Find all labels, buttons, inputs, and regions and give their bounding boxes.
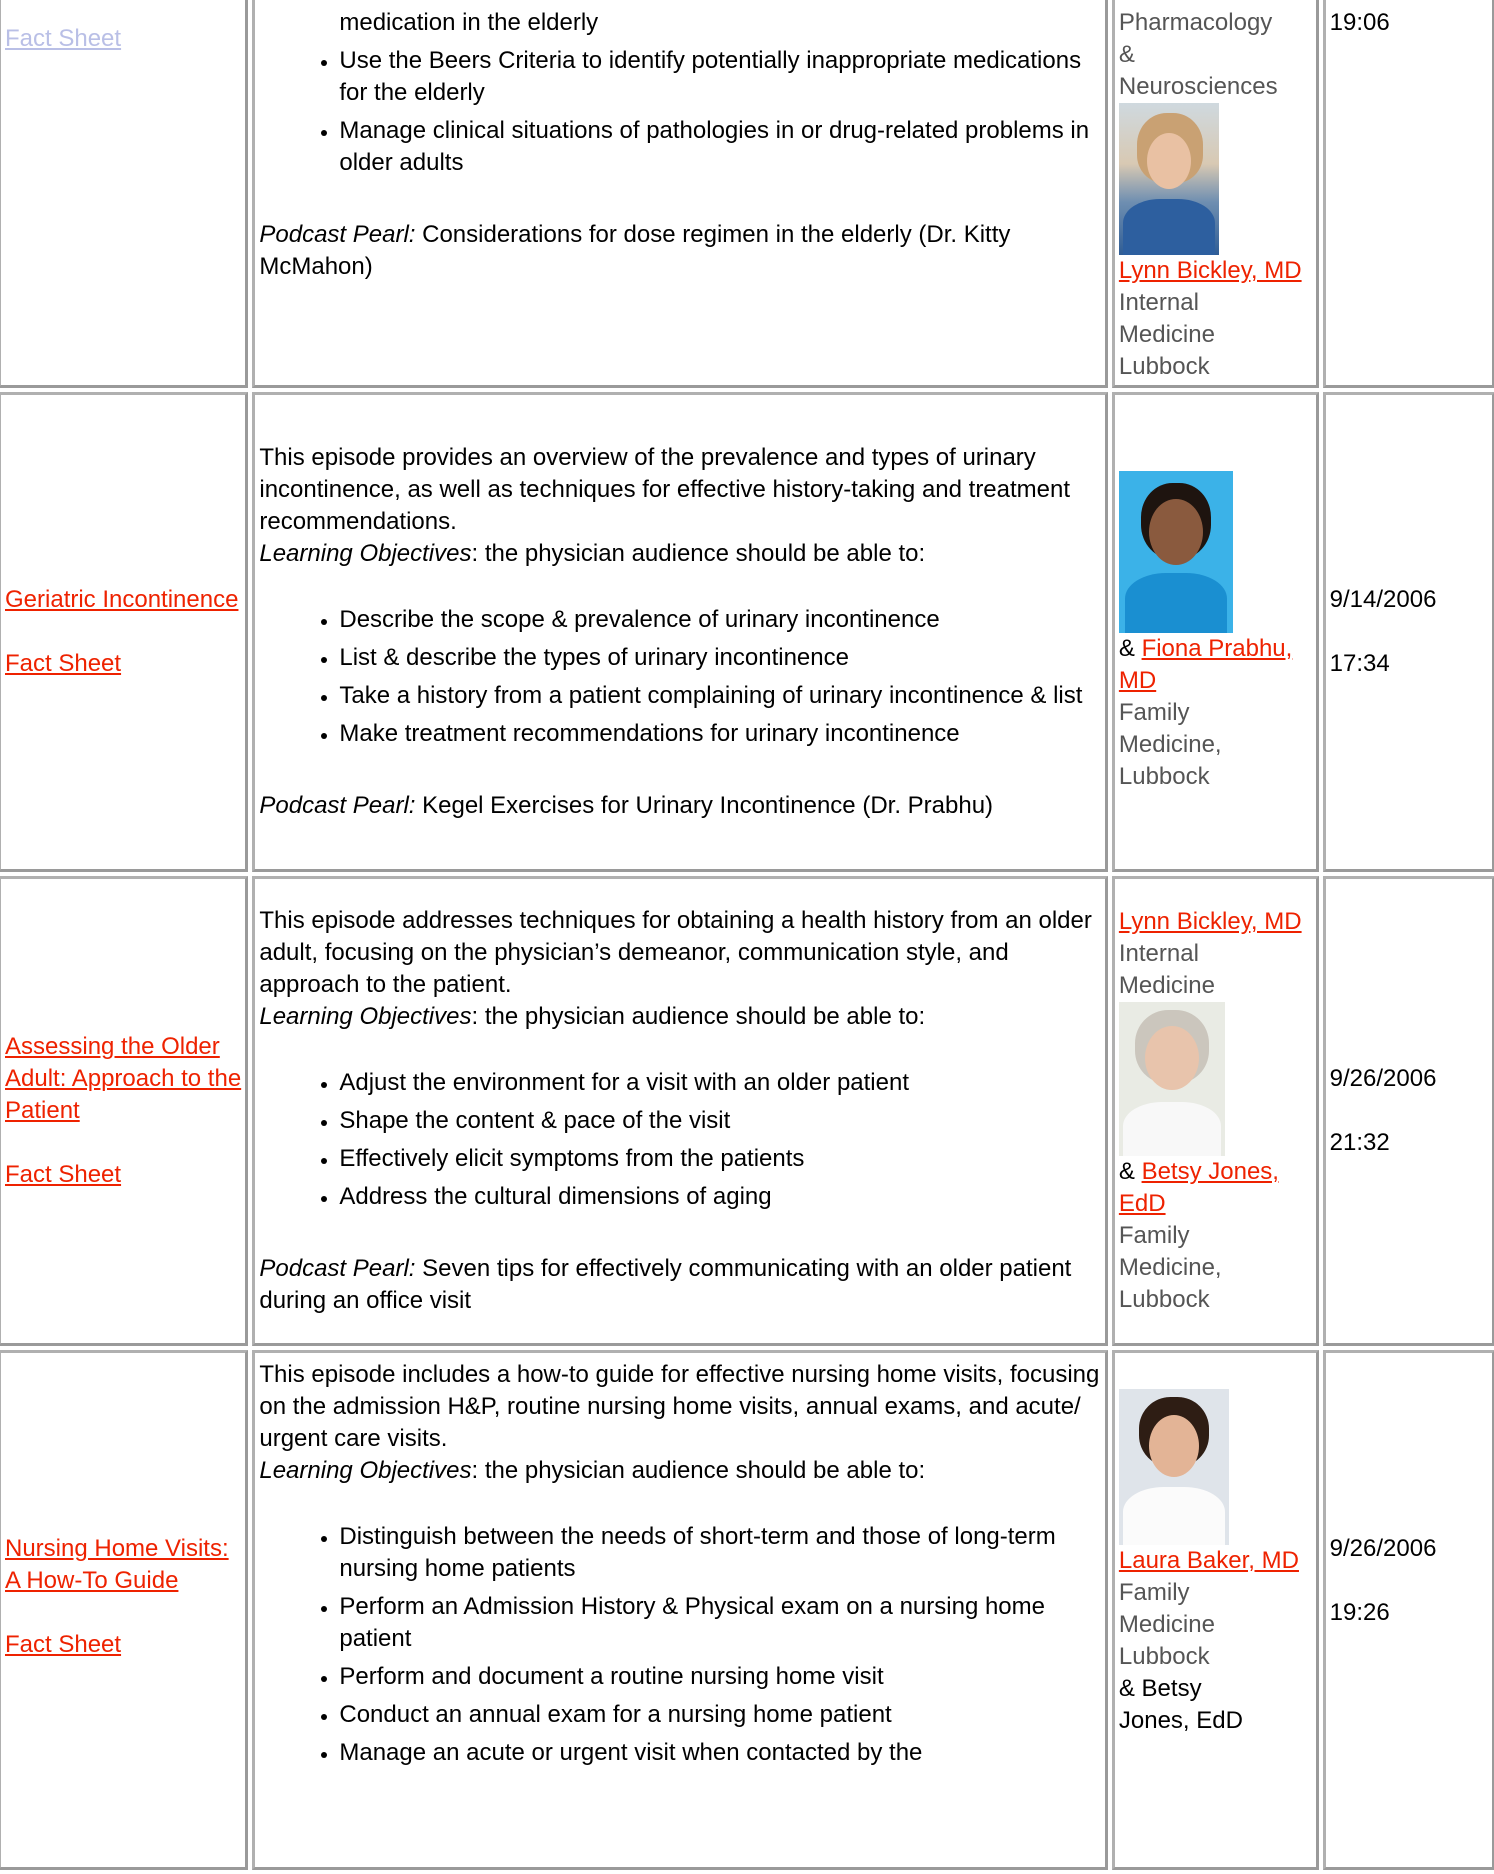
- host-photo: [1119, 103, 1219, 255]
- host-department: Pharmacology: [1118, 9, 1273, 36]
- episode-title-link[interactable]: Nursing Home Visits: A How-To Guide: [5, 1535, 229, 1594]
- episode-intro: This episode includes a how-to guide for effective nursing home visits, focusing on the admission H&P, routine nursing home visits, annual exams, and acute/ urgent care visits.: [259, 1361, 1100, 1452]
- objective-item: • Shape the content & pace of the visit: [339, 1105, 1101, 1137]
- host-secondary: & Betsy: [1118, 1675, 1202, 1702]
- host-photo: [1119, 1389, 1229, 1545]
- podcast-pearl: [259, 219, 1101, 283]
- host-link[interactable]: Fiona Prabhu, MD: [1118, 635, 1293, 694]
- fact-sheet-link[interactable]: Fact Sheet: [5, 25, 122, 52]
- episode-duration: 19:06: [1329, 9, 1390, 36]
- host-department: Lubbock: [1118, 763, 1210, 790]
- host-department: Lubbock: [1118, 1643, 1210, 1670]
- host-ampersand: &: [1118, 1158, 1142, 1185]
- host-department: Medicine: [1118, 1611, 1215, 1638]
- objective-item: medication in the elderly: [339, 9, 599, 36]
- episode-date: 9/26/2006: [1329, 1535, 1437, 1562]
- host-link[interactable]: Lynn Bickley, MD: [1118, 257, 1302, 284]
- date-cell: [1323, 392, 1494, 872]
- host-ampersand: &: [1118, 635, 1142, 662]
- table-row: [0, 1350, 1494, 1870]
- host-department: Internal: [1118, 289, 1199, 316]
- episode-intro: This episode provides an overview of the prevalence and types of urinary incontinence, as well as techniques for effective history-taking and treatment recommendations.: [259, 444, 1071, 535]
- host-department: Neurosciences: [1118, 73, 1278, 100]
- host-photo: [1119, 471, 1233, 633]
- table-row: [0, 876, 1494, 1346]
- learning-objectives-heading: Learning Objectives: the physician audience should be able to:: [259, 1457, 926, 1484]
- learning-objectives-heading: Learning Objectives: the physician audience should be able to:: [259, 540, 926, 567]
- objective-item: • Adjust the environment for a visit with an older patient: [339, 1067, 1101, 1099]
- host-ampersand: &: [1118, 41, 1135, 68]
- episode-date: 9/26/2006: [1329, 1065, 1437, 1092]
- learning-objectives-heading: Learning Objectives: the physician audience should be able to:: [259, 1003, 926, 1030]
- table-row: [0, 392, 1494, 872]
- episode-description-cell: [252, 392, 1108, 872]
- host-department: Internal: [1118, 940, 1199, 967]
- objectives-list: [259, 1067, 1101, 1213]
- objective-item: • Perform an Admission History & Physical exam on a nursing home patient: [339, 1591, 1101, 1655]
- host-photo: [1119, 1002, 1225, 1156]
- episode-duration: 21:32: [1329, 1129, 1390, 1156]
- podcast-pearl-text: Considerations for dose regimen in the elderly (Dr. Kitty McMahon): [259, 221, 1011, 280]
- host-department: Lubbock: [1118, 353, 1210, 380]
- host-department: Medicine,: [1118, 731, 1222, 758]
- episode-title-link[interactable]: Assessing the Older Adult: Approach to the Patient: [5, 1033, 242, 1124]
- objective-item: • Manage clinical situations of pathologies in or drug-related problems in older adults: [339, 115, 1101, 179]
- host-department: Family: [1118, 1579, 1190, 1606]
- date-cell: [1323, 0, 1494, 388]
- episode-description-cell: [252, 876, 1108, 1346]
- episode-duration: 19:26: [1329, 1599, 1390, 1626]
- objective-item: • Describe the scope & prevalence of urinary incontinence: [339, 604, 1101, 636]
- episode-title-link[interactable]: Geriatric Incontinence: [5, 586, 239, 613]
- host-cell: [1112, 876, 1319, 1346]
- host-link[interactable]: Lynn Bickley, MD: [1118, 908, 1302, 935]
- episode-date: 9/14/2006: [1329, 586, 1437, 613]
- host-cell: [1112, 1350, 1319, 1870]
- episode-title-cell: [0, 0, 248, 388]
- host-link[interactable]: Laura Baker, MD: [1118, 1547, 1299, 1574]
- episode-description-cell: [252, 1350, 1108, 1870]
- objectives-list: [259, 604, 1101, 750]
- objectives-list: [259, 7, 1101, 179]
- objective-item: • Make treatment recommendations for urinary incontinence: [339, 718, 1101, 750]
- host-secondary: Jones, EdD: [1118, 1707, 1243, 1734]
- episode-duration: 17:34: [1329, 650, 1390, 677]
- episode-description-cell: [252, 0, 1108, 388]
- objective-item: • Manage an acute or urgent visit when contacted by the: [339, 1737, 1101, 1769]
- objective-item: • Use the Beers Criteria to identify potentially inappropriate medications for the elderly: [339, 45, 1101, 109]
- objectives-list: [259, 1521, 1101, 1769]
- episode-title-cell: [0, 392, 248, 872]
- fact-sheet-link[interactable]: Fact Sheet: [5, 1161, 122, 1188]
- date-cell: [1323, 876, 1494, 1346]
- episode-title-cell: [0, 876, 248, 1346]
- objective-item: • Perform and document a routine nursing home visit: [339, 1661, 1101, 1693]
- podcast-pearl: Podcast Pearl: Kegel Exercises for Urinary Incontinence (Dr. Prabhu): [259, 792, 994, 819]
- fact-sheet-link[interactable]: Fact Sheet: [5, 650, 122, 677]
- objective-item: • Effectively elicit symptoms from the patients: [339, 1143, 1101, 1175]
- podcast-pearl: Podcast Pearl: Seven tips for effectively communicating with an older patient during an office visit: [259, 1255, 1072, 1314]
- host-department: Family: [1118, 1222, 1190, 1249]
- objective-item: • Distinguish between the needs of short-term and those of long-term nursing home patients: [339, 1521, 1101, 1585]
- host-cell: [1112, 0, 1319, 388]
- host-cell: [1112, 392, 1319, 872]
- host-department: Lubbock: [1118, 1286, 1210, 1313]
- host-link[interactable]: Betsy Jones, EdD: [1118, 1158, 1279, 1217]
- host-department: Medicine,: [1118, 1254, 1222, 1281]
- host-department: Medicine: [1118, 321, 1215, 348]
- host-department: Family: [1118, 699, 1190, 726]
- table-row: [0, 0, 1494, 388]
- fact-sheet-link[interactable]: Fact Sheet: [5, 1631, 122, 1658]
- objective-item: • Take a history from a patient complaining of urinary incontinence & list: [339, 680, 1101, 712]
- date-cell: [1323, 1350, 1494, 1870]
- objective-item: • Conduct an annual exam for a nursing home patient: [339, 1699, 1101, 1731]
- host-department: Medicine: [1118, 972, 1215, 999]
- objective-item: • List & describe the types of urinary incontinence: [339, 642, 1101, 674]
- objective-item: • Address the cultural dimensions of aging: [339, 1181, 1101, 1213]
- episode-intro: This episode addresses techniques for obtaining a health history from an older adult, focusing on the physician’s demeanor, communication style, and approach to the patient.: [259, 907, 1092, 998]
- podcast-pearl-label: Podcast Pearl:: [259, 221, 416, 248]
- episode-title-cell: [0, 1350, 248, 1870]
